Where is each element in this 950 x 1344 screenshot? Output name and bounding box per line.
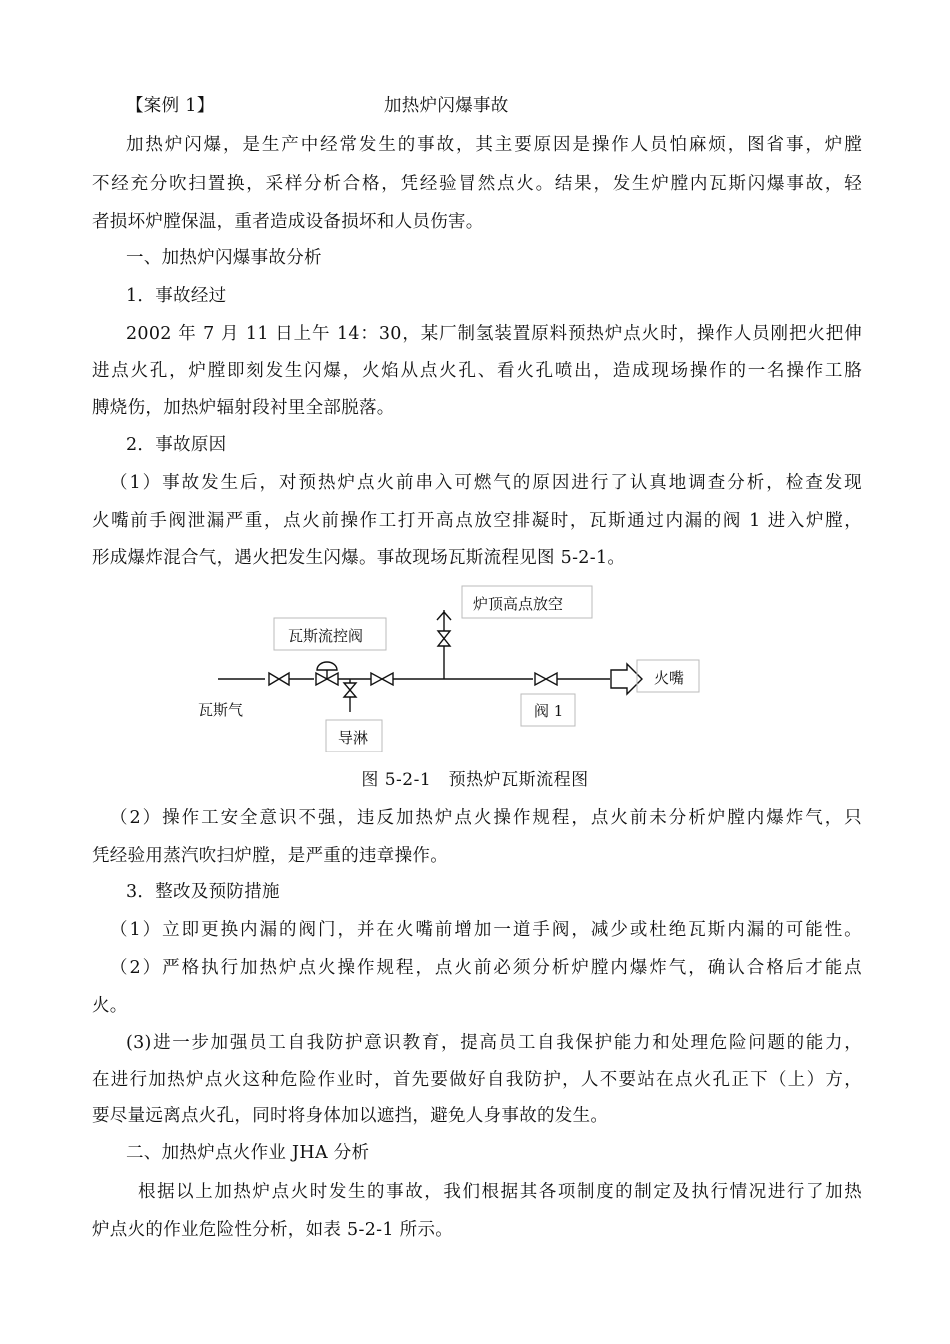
intro-line-3: 者损坏炉膛保温，重者造成设备损坏和人员伤害。 xyxy=(92,212,484,232)
section-2-title: 二、加热炉点火作业 JHA 分析 xyxy=(126,1143,370,1163)
gas-flow-svg xyxy=(190,582,720,752)
measure2-line-2: 火。 xyxy=(92,996,128,1016)
sub1-line-3: 膊烧伤，加热炉辐射段衬里全部脱落。 xyxy=(92,398,395,418)
measure3-line-2: 在进行加热炉点火这种危险作业时，首先要做好自我防护，人不要站在点火孔正下（上）方， xyxy=(92,1070,862,1090)
label-top-vent: 炉顶高点放空 xyxy=(473,595,564,613)
measure3-line-1: (3)进一步加强员工自我防护意识教育，提高员工自我保护能力和处理危险问题的能力， xyxy=(126,1033,862,1053)
cause2-line-1: （2）操作工安全意识不强，违反加热炉点火操作规程，点火前未分析炉膛内爆炸气，只 xyxy=(110,808,862,828)
label-valve-1: 阀 1 xyxy=(534,702,564,720)
sub1-line-1: 2002 年 7 月 11 日上午 14：30，某厂制氢装置原料预热炉点火时，操作人员刚把火把伸 xyxy=(126,324,862,344)
subsection-2-title: 2．事故原因 xyxy=(126,435,227,455)
valve-1-icon xyxy=(535,673,557,685)
measure3-line-3: 要尽量远离点火孔，同时将身体加以遮挡，避免人身事故的发生。 xyxy=(92,1106,609,1126)
measure-1: （1）立即更换内漏的阀门，并在火嘴前增加一道手阀，减少或杜绝瓦斯内漏的可能性。 xyxy=(110,920,862,940)
cause1-line-1: （1）事故发生后，对预热炉点火前串入可燃气的原因进行了认真地调查分析，检查发现 xyxy=(110,473,862,493)
case-label: 【案例 1】 xyxy=(126,96,215,116)
subsection-3-title: 3．整改及预防措施 xyxy=(126,882,280,902)
section2-line-1: 根据以上加热炉点火时发生的事故，我们根据其各项制度的制定及执行情况进行了加热 xyxy=(138,1182,862,1202)
downstream-valve-icon xyxy=(371,673,393,685)
sub1-line-2: 进点火孔，炉膛即刻发生闪爆，火焰从点火孔、看火孔喷出，造成现场操作的一名操作工胳 xyxy=(92,361,862,381)
cause1-line-2: 火嘴前手阀泄漏严重，点火前操作工打开高点放空排凝时，瓦斯通过内漏的阀 1 进入炉膛， xyxy=(92,511,862,531)
figure-caption: 图 5-2-1 预热炉瓦斯流程图 xyxy=(361,770,589,790)
measure2-line-1: （2）严格执行加热炉点火操作规程，点火前必须分析炉膛内爆炸气，确认合格后才能点 xyxy=(110,958,862,978)
label-gas: 瓦斯气 xyxy=(198,701,244,719)
label-control-valve: 瓦斯流控阀 xyxy=(288,627,364,645)
drain-valve-icon xyxy=(344,683,356,697)
intro-line-1: 加热炉闪爆，是生产中经常发生的事故，其主要原因是操作人员怕麻烦，图省事，炉膛 xyxy=(126,135,862,155)
section2-line-2: 炉点火的作业危险性分析，如表 5-2-1 所示。 xyxy=(92,1220,454,1240)
actuator-cap-icon xyxy=(317,662,337,670)
section-1-title: 一、加热炉闪爆事故分析 xyxy=(126,248,322,268)
inlet-valve-icon xyxy=(269,673,289,685)
intro-line-2: 不经充分吹扫置换，采样分析合格，凭经验冒然点火。结果，发生炉膛内瓦斯闪爆事故，轻 xyxy=(92,174,862,194)
cause1-line-3: 形成爆炸混合气，遇火把发生闪爆。事故现场瓦斯流程见图 5-2-1。 xyxy=(92,548,626,568)
cause2-line-2: 凭经验用蒸汽吹扫炉膛，是严重的违章操作。 xyxy=(92,846,448,866)
label-burner: 火嘴 xyxy=(654,669,685,687)
subsection-1-title: 1．事故经过 xyxy=(126,286,227,306)
label-drain: 导淋 xyxy=(338,729,369,747)
case-title: 加热炉闪爆事故 xyxy=(384,96,509,116)
gas-flow-diagram xyxy=(190,582,720,752)
vent-valve-icon xyxy=(438,631,450,646)
